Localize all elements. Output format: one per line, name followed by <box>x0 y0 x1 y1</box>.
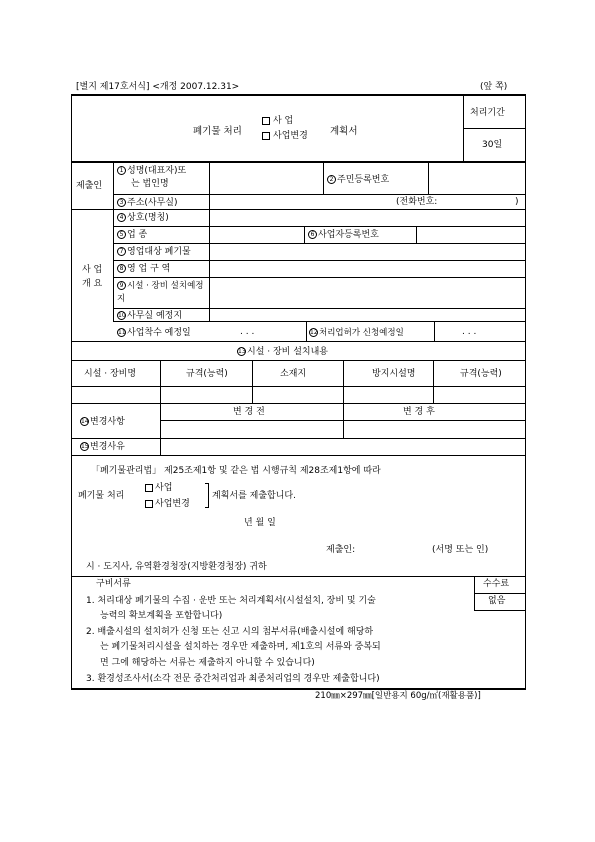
change-header-line <box>160 420 526 421</box>
name-field-divider <box>209 161 210 194</box>
office-site-label <box>117 311 182 321</box>
permit-date-label <box>309 328 404 338</box>
item-number: 12 <box>310 329 318 336</box>
row-line <box>113 243 526 244</box>
row-line <box>113 277 526 278</box>
item-number: 7 <box>117 247 126 256</box>
change-item-label <box>80 417 125 427</box>
statement-option-business: 사업 <box>155 483 173 493</box>
column-header-location: 소재지 <box>280 369 307 379</box>
permit-date-dots: . . . <box>462 327 477 337</box>
required-documents-heading: 구비서류 <box>96 579 131 589</box>
signature-label: (서명 또는 인) <box>432 545 489 555</box>
column-divider <box>433 360 434 403</box>
start-date-label-text: 사업착수 예정일 <box>127 328 191 338</box>
address-field-divider <box>209 194 210 209</box>
submitter-label: 제출인: <box>326 545 356 555</box>
facility-site-label <box>117 281 204 291</box>
column-divider <box>343 360 344 403</box>
business-area-label-text: 영 업 구 역 <box>127 264 171 274</box>
brn-label-divider <box>304 226 305 243</box>
business-top-line <box>71 209 526 210</box>
outer-border-right <box>525 94 526 689</box>
title-prefix: 폐기물 처리 <box>193 126 242 137</box>
change-label-divider <box>160 403 161 455</box>
permit-field-divider <box>434 321 435 341</box>
applicant-section-label: 제출인 <box>76 181 103 191</box>
column-header-prevention: 방지시설명 <box>372 369 416 379</box>
item-number: 11 <box>118 329 126 336</box>
document-item-2: 2. 배출시설의 설치허가 신청 또는 신고 시의 첨부서류(배출시설에 해당하 <box>86 627 374 637</box>
facility-site-label-line2: 지 <box>117 294 126 304</box>
legal-basis-statement: 「폐기물관리법」 제25조제1항 및 같은 법 시행규칙 제28조제1항에 따라 <box>91 466 381 476</box>
statement-checkbox-business[interactable] <box>145 484 153 492</box>
title-checkbox-business-change[interactable] <box>262 132 270 140</box>
statement-option-business-change: 사업변경 <box>155 499 190 509</box>
change-before-header: 변 경 전 <box>233 407 265 417</box>
address-label <box>117 198 178 208</box>
rrn-field-divider <box>428 161 429 194</box>
change-reason-label-text: 변경사유 <box>90 442 125 452</box>
applicant-top-line <box>71 161 526 163</box>
outer-border-left <box>71 94 72 689</box>
phone-close: ) <box>515 197 519 207</box>
name-label-line2: 는 법인명 <box>131 179 169 189</box>
permit-label-divider <box>306 321 307 341</box>
documents-top-line <box>71 576 526 577</box>
period-row-line <box>463 128 526 129</box>
business-bottom-line <box>71 341 526 342</box>
trade-name-label <box>117 213 169 223</box>
form-reference: [별지 제17호서식] <개정 2007.12.31> <box>76 82 240 92</box>
rrn-label-text: 주민등록번호 <box>337 175 390 185</box>
name-label-line1: 성명(대표자)또 <box>127 166 187 176</box>
item-number: 2 <box>327 175 336 184</box>
item-number: 14 <box>81 418 89 425</box>
item-number: 3 <box>117 198 126 207</box>
facilities-heading-text: 시설 · 장비 설치내용 <box>247 347 328 357</box>
document-item-2-cont2: 면 그에 해당하는 서류는 제출하지 아니할 수 있습니다) <box>100 658 315 668</box>
item-number: 10 <box>118 312 126 319</box>
statement-prefix: 폐기물 처리 <box>78 491 125 501</box>
document-item-2-cont: 는 폐기물처리시설을 설치하는 경우만 제출하며, 제1호의 서류와 중복되 <box>100 642 381 652</box>
processing-period-value: 30일 <box>482 140 503 150</box>
facility-site-label-line1: 시설 · 장비 설치예정 <box>127 281 204 291</box>
recipient-line: 시 · 도지사, 유역환경청장(지방환경청장) 귀하 <box>86 562 267 572</box>
fee-row-line <box>474 593 526 594</box>
section-label-divider <box>113 161 114 321</box>
item-number: 8 <box>117 264 126 273</box>
item-number: 1 <box>117 166 126 175</box>
column-divider <box>160 360 161 403</box>
item-number: 15 <box>81 443 89 450</box>
business-area-label <box>117 264 170 274</box>
business-section-label-1: 사 업 <box>82 265 103 275</box>
row-line <box>113 321 526 322</box>
phone-label: (전화번호: <box>396 197 438 207</box>
document-item-1-cont: 능력의 확보계획을 포함합니다) <box>100 611 223 621</box>
change-after-header: 변 경 후 <box>403 407 435 417</box>
statement-checkbox-business-change[interactable] <box>145 500 153 508</box>
rrn-label-divider <box>323 161 324 194</box>
facilities-heading <box>237 347 328 357</box>
target-waste-label-text: 영업대상 폐기물 <box>127 247 191 257</box>
fee-bottom-line <box>474 610 526 611</box>
brn-field-divider <box>416 226 417 243</box>
change-bottom-line <box>71 438 526 439</box>
outer-border-bottom <box>71 688 526 690</box>
title-suffix: 계획서 <box>330 126 358 137</box>
column-header-prevention-capacity: 규격(능력) <box>460 369 502 379</box>
item-number: 9 <box>117 281 126 290</box>
title-option-business: 사 업 <box>273 116 294 126</box>
change-reason-label <box>80 442 125 452</box>
start-date-label <box>117 328 191 338</box>
submission-date: 년 월 일 <box>244 518 276 528</box>
column-header-facility: 시설 · 장비명 <box>84 369 137 379</box>
item-number: 5 <box>117 230 126 239</box>
column-divider <box>252 360 253 403</box>
industry-label <box>117 230 147 240</box>
row-line <box>113 226 526 227</box>
trade-name-label-text: 상호(명칭) <box>127 213 169 223</box>
document-item-3: 3. 환경성조사서(소각 전문 중간처리업과 최종처리업의 경우만 제출합니다) <box>86 674 380 684</box>
address-top-line <box>113 194 526 195</box>
facilities-header-line <box>71 360 526 361</box>
title-checkbox-business[interactable] <box>262 117 270 125</box>
row-line <box>113 308 526 309</box>
office-site-label-text: 사무실 예정지 <box>127 311 183 321</box>
item-number: 13 <box>238 348 246 355</box>
item-number: 6 <box>308 230 317 239</box>
outer-border-top <box>71 94 526 96</box>
item-number: 4 <box>117 213 126 222</box>
title-option-business-change: 사업변경 <box>273 131 308 141</box>
rrn-label <box>327 175 389 185</box>
business-section-label-2: 개 요 <box>82 279 103 289</box>
address-label-text: 주소(사무실) <box>127 198 178 208</box>
reason-bottom-line <box>71 455 526 456</box>
facilities-bottom-line <box>71 403 526 404</box>
statement-suffix: 계획서를 제출합니다. <box>212 491 296 501</box>
fee-value: 없음 <box>488 596 506 606</box>
page-side-label: (앞 쪽) <box>480 82 508 92</box>
fee-label: 수수료 <box>483 579 510 589</box>
brn-label-text: 사업자등록번호 <box>318 230 379 240</box>
change-item-label-text: 변경사항 <box>90 417 125 427</box>
row-line <box>113 260 526 261</box>
option-bracket <box>205 483 209 508</box>
start-date-dots: . . . <box>240 327 255 337</box>
column-header-capacity: 규격(능력) <box>186 369 228 379</box>
name-label <box>117 166 186 176</box>
industry-label-text: 업 종 <box>127 230 148 240</box>
facilities-row-line <box>71 386 526 387</box>
target-waste-label <box>117 247 191 257</box>
permit-date-label-text: 처리업허가 신청예정일 <box>319 328 404 338</box>
document-item-1: 1. 처리대상 폐기물의 수집 · 운반 또는 처리계획서(시설설치, 장비 및 기술 <box>86 596 376 606</box>
paper-spec: 210㎜×297㎜[일반용지 60g/㎡(재활용품)] <box>315 691 481 701</box>
business-registration-label <box>308 230 379 240</box>
processing-period-label: 처리기간 <box>470 108 505 118</box>
spacer <box>71 593 72 594</box>
